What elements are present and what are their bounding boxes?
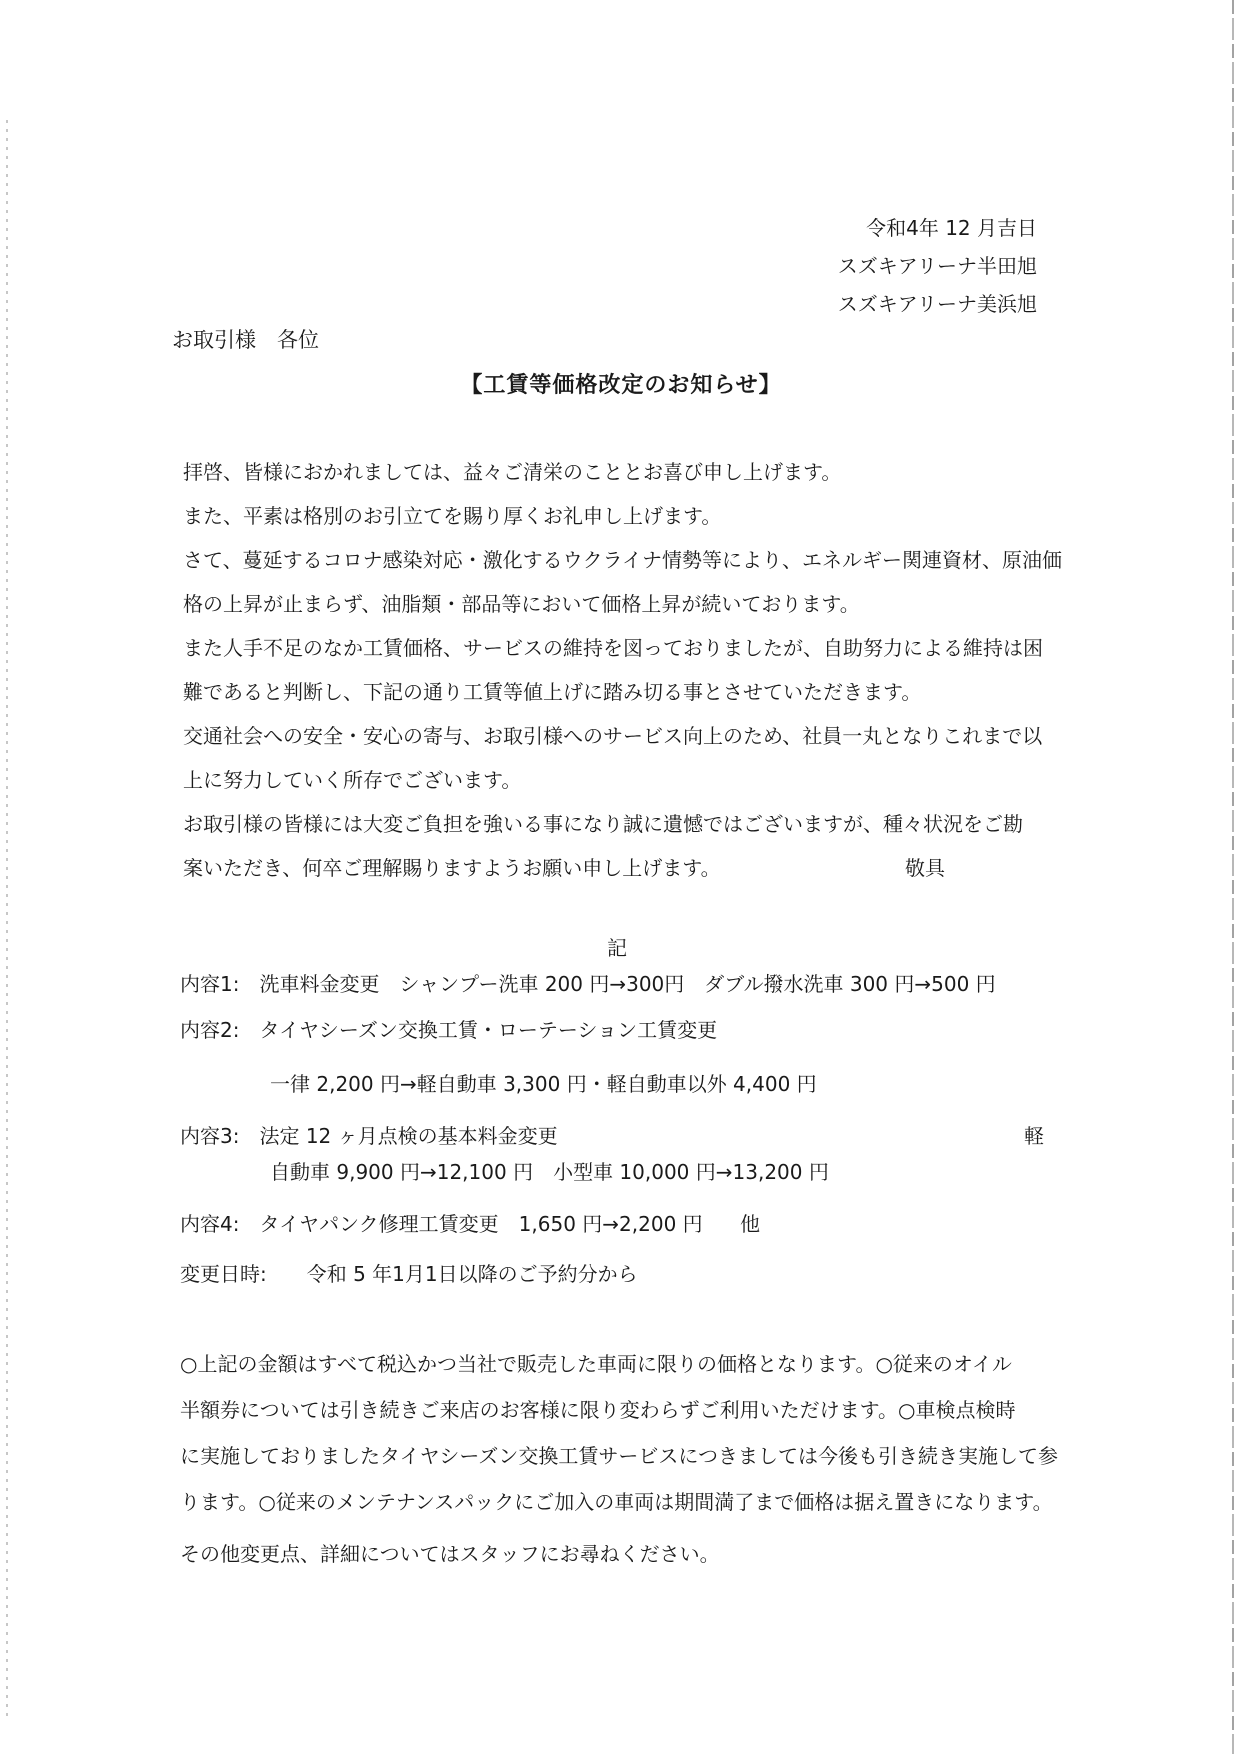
- body-line-1: 拝啓、皆様におかれましては、益々ご清栄のこととお喜び申し上げます。: [183, 460, 842, 484]
- item-4-tail: 他: [740, 1212, 760, 1236]
- addressee: お取引様 各位: [172, 328, 319, 352]
- body-line-9: お取引様の皆様には大変ご負担を強いる事になり誠に遺憾ではございますが、種々状況をご勘: [183, 812, 1023, 836]
- sender-name-2: スズキアリーナ美浜旭: [837, 292, 1037, 316]
- change-date: 変更日時: 令和 5 年1月1日以降のご予約分から: [180, 1262, 638, 1286]
- note-line-4: ります。○従来のメンテナンスパックにご加入の車両は期間満了まで価格は据え置きになります。: [180, 1490, 1053, 1514]
- body-line-4: 格の上昇が止まらず、油脂類・部品等において価格上昇が続いております。: [183, 592, 860, 616]
- scan-edge-right: [1232, 0, 1234, 1754]
- item-3-tail: 軽: [1024, 1124, 1044, 1148]
- item-3-detail: 自動車 9,900 円→12,100 円 小型車 10,000 円→13,200 円: [270, 1160, 829, 1184]
- ki-heading: 記: [607, 936, 627, 960]
- note-line-2: 半額券については引き続きご来店のお客様に限り変わらずご利用いただけます。○車検点検時: [180, 1398, 1016, 1422]
- body-line-6: 難であると判断し、下記の通り工賃等値上げに踏み切る事とさせていただきます。: [183, 680, 922, 704]
- document-title: 【工賃等価格改定のお知らせ】: [460, 373, 782, 398]
- body-line-2: また、平素は格別のお引立てを賜り厚くお礼申し上げます。: [183, 504, 722, 528]
- body-line-3: さて、蔓延するコロナ感染対応・激化するウクライナ情勢等により、エネルギー関連資材、原油価: [183, 548, 1062, 572]
- item-2-detail: 一律 2,200 円→軽自動車 3,300 円・軽自動車以外 4,400 円: [270, 1072, 817, 1096]
- item-2: 内容2: タイヤシーズン交換工賃・ローテーション工賃変更: [180, 1018, 718, 1042]
- scan-edge-left: [6, 120, 8, 1720]
- body-line-5: また人手不足のなか工賃価格、サービスの維持を図っておりましたが、自助努力による維持は困: [183, 636, 1043, 660]
- body-line-7: 交通社会への安全・安心の寄与、お取引様へのサービス向上のため、社員一丸となりこれまで以: [183, 724, 1043, 748]
- item-3: 内容3: 法定 12 ヶ月点検の基本料金変更: [180, 1124, 558, 1148]
- closing-keigu: 敬具: [905, 856, 945, 880]
- sender-name-1: スズキアリーナ半田旭: [837, 254, 1037, 278]
- item-1: 内容1: 洗車料金変更 シャンプー洗車 200 円→300円 ダブル撥水洗車 300 円→500 円: [180, 972, 996, 996]
- body-line-8: 上に努力していく所存でございます。: [183, 768, 522, 792]
- item-4: 内容4: タイヤパンク修理工賃変更 1,650 円→2,200 円: [180, 1212, 703, 1236]
- body-line-10: 案いただき、何卒ご理解賜りますようお願い申し上げます。: [183, 856, 721, 880]
- footer-note: その他変更点、詳細についてはスタッフにお尋ねください。: [180, 1542, 720, 1566]
- date: 令和4年 12 月吉日: [866, 216, 1037, 240]
- note-line-3: に実施しておりましたタイヤシーズン交換工賃サービスにつきましては今後も引き続き実施して参: [180, 1444, 1058, 1468]
- note-line-1: ○上記の金額はすべて税込かつ当社で販売した車両に限りの価格となります。○従来のオイル: [180, 1352, 1012, 1376]
